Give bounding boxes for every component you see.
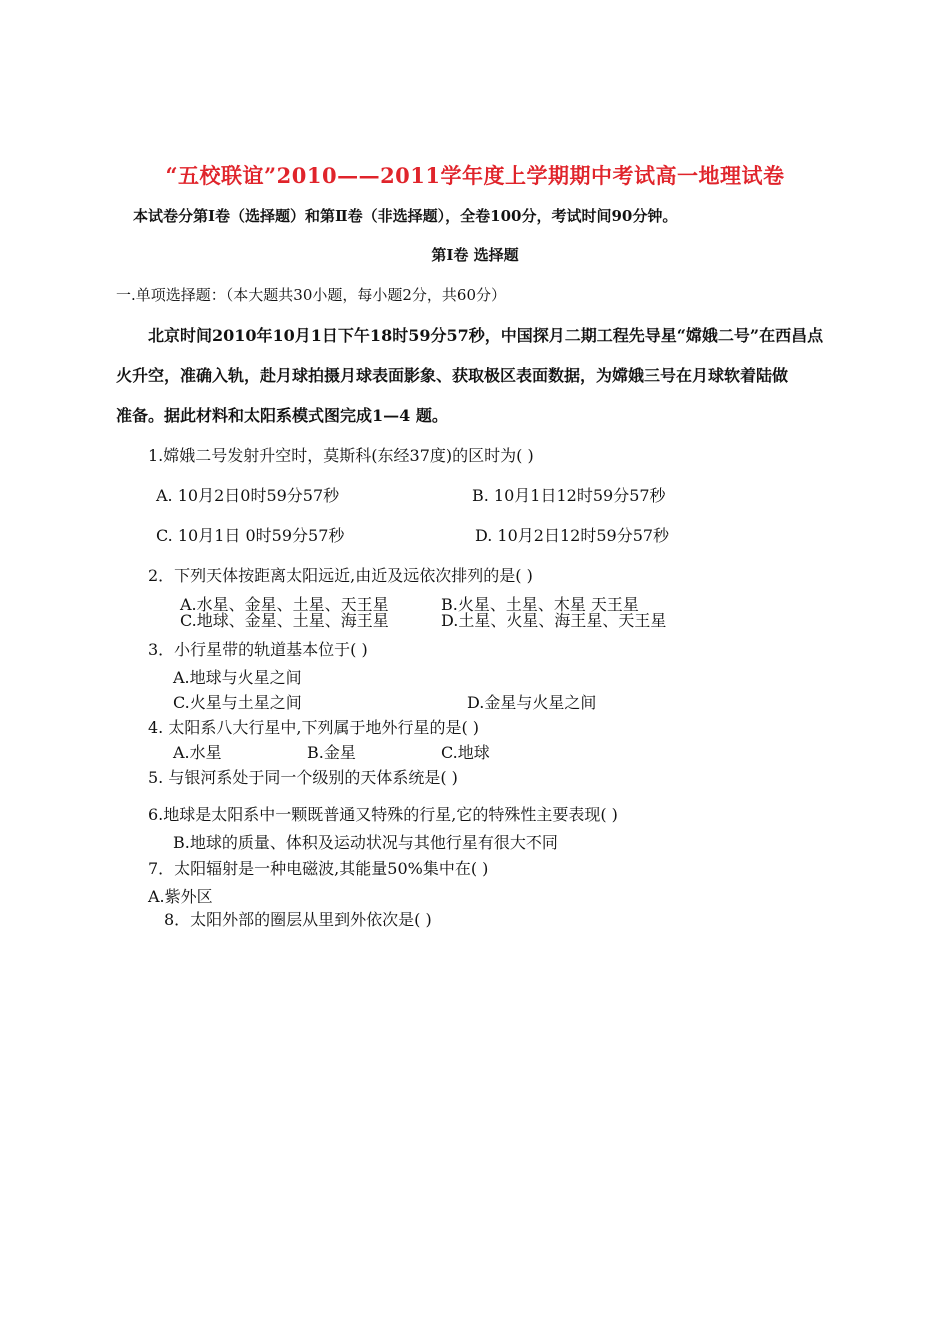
option-a: A.水星 xyxy=(173,743,222,762)
question-stem: 7．太阳辐射是一种电磁波,其能量50%集中在( ) xyxy=(148,859,489,878)
part-heading: 一.单项选择题：（本大题共30小题，每小题2分，共60分） xyxy=(116,286,506,304)
option-d: D.土星、火星、海王星、天王星 xyxy=(441,611,667,630)
option-c: C. 10月1日 0时59分57秒 xyxy=(156,526,345,545)
question-stem: 6.地球是太阳系中一颗既普通又特殊的行星,它的特殊性主要表现( ) xyxy=(148,805,618,824)
question-stem: 5. 与银河系处于同一个级别的天体系统是( ) xyxy=(148,768,458,787)
exam-intro: 本试卷分第Ⅰ卷（选择题）和第Ⅱ卷（非选择题），全卷100分，考试时间90分钟。 xyxy=(133,207,678,225)
option-b: B.火星、土星、木星 天王星 xyxy=(441,595,639,614)
passage-line: 北京时间2010年10月1日下午18时59分57秒，中国探月二期工程先导星“嫦娥二号”在西昌点 xyxy=(148,326,824,345)
question-stem: 3．小行星带的轨道基本位于( ) xyxy=(148,640,368,659)
passage-line: 准备。据此材料和太阳系模式图完成1—4 题。 xyxy=(116,406,448,425)
option-d: D. 10月2日12时59分57秒 xyxy=(475,526,670,545)
exam-title: “五校联谊”2010——2011学年度上学期期中考试高一地理试卷 xyxy=(165,163,785,188)
question-stem: 8．太阳外部的圈层从里到外依次是( ) xyxy=(164,910,432,929)
option-a: A.紫外区 xyxy=(148,887,213,906)
option-c: C.地球、金星、土星、海王星 xyxy=(180,611,389,630)
option-a: A.地球与火星之间 xyxy=(173,668,302,687)
option-a: A.水星、金星、土星、天王星 xyxy=(180,595,389,614)
question-stem: 1.嫦娥二号发射升空时，莫斯科(东经37度)的区时为( ) xyxy=(148,446,534,465)
option-b: B. 10月1日12时59分57秒 xyxy=(472,486,666,505)
question-stem: 4. 太阳系八大行星中,下列属于地外行星的是( ) xyxy=(148,718,480,737)
option-c: C.地球 xyxy=(441,743,490,762)
question-stem: 2．下列天体按距离太阳远近,由近及远依次排列的是( ) xyxy=(148,566,533,585)
option-c: C.火星与土星之间 xyxy=(173,693,302,712)
option-d: D.金星与火星之间 xyxy=(467,693,597,712)
option-b: B.金星 xyxy=(307,743,356,762)
section-title: 第Ⅰ卷 选择题 xyxy=(431,246,519,264)
option-b: B.地球的质量、体积及运动状况与其他行星有很大不同 xyxy=(173,833,558,852)
passage-line: 火升空，准确入轨，赴月球拍摄月球表面影象、获取极区表面数据，为嫦娥三号在月球软着陆做 xyxy=(116,366,789,385)
option-a: A. 10月2日0时59分57秒 xyxy=(156,486,340,505)
